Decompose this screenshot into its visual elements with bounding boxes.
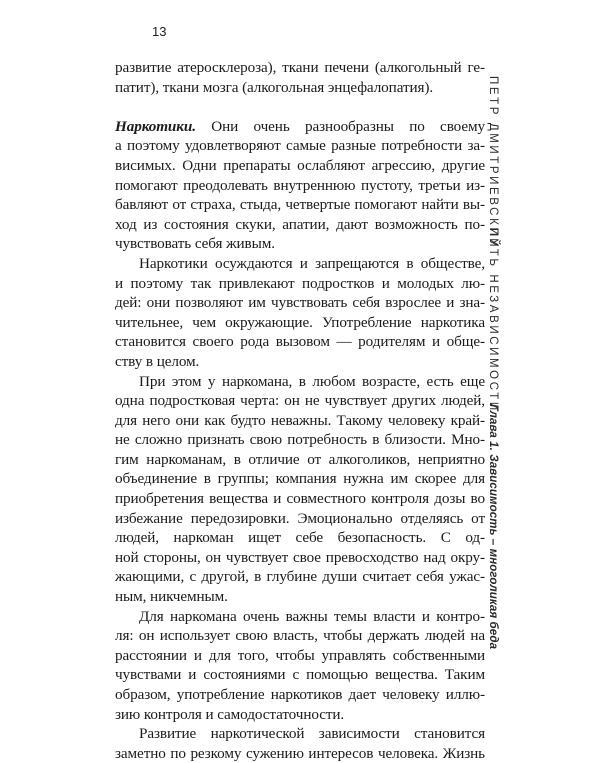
text-line: для него они как будто неважны. Такому человеку край- xyxy=(115,411,485,429)
text-line: При этом у наркомана, в любом возрасте, есть еще xyxy=(139,372,485,390)
running-header xyxy=(487,76,513,650)
text-line: помогают преодолевать внутреннюю пустоту, третьи из- xyxy=(115,176,485,194)
text-line: висимых. Одни препараты ослабляют агрессию, другие xyxy=(115,156,485,174)
section-lead-term: Наркотики. xyxy=(115,117,196,135)
text-line: ным, никчемным. xyxy=(115,588,228,606)
text-line: а поэтому удовлетворяют самые разные потребности за- xyxy=(115,137,485,155)
text-line: становится своего рода вызовом — родителям и обще- xyxy=(115,333,485,351)
text-line: дей: они позволяют им чувствовать себя взрослее и зна- xyxy=(115,294,485,312)
text-line: избежание передозировки. Эмоционально отделяясь от xyxy=(115,509,485,527)
text-line: приобретения вещества и совместного контроля дозы во xyxy=(115,490,485,508)
text-line: ной стороны, он чувствует свое превосходство над окру- xyxy=(115,548,485,566)
text-line: расстоянии и для того, чтобы управлять собственными xyxy=(115,646,485,664)
text-line: людей, наркоман ищет себе безопасность. С од- xyxy=(115,529,485,547)
text-line: не сложно признать свою потребность в близости. Мно- xyxy=(115,431,485,449)
body-text xyxy=(115,58,485,763)
text-line: гим наркоманам, в отличие от алкоголиков, неприятно xyxy=(115,450,485,468)
text-line: чувствами и состояниями с помощью вещества. Таким xyxy=(115,666,485,684)
text-line: Для наркомана очень важны темы власти и контро- xyxy=(139,607,485,625)
text-line: заметно по резкому сужению интересов человека. Жизнь xyxy=(115,744,485,762)
text-line: жающими, с другой, в глубине души считает себя ужас- xyxy=(115,568,485,586)
text-line: зию контроля и самодостаточности. xyxy=(115,705,345,723)
running-header-book-title: ПУТЬ НЕЗАВИСИМОСТИ xyxy=(487,228,499,413)
text-line xyxy=(115,117,485,137)
text-line-content: Они очень разнообразны по своему xyxy=(211,117,485,135)
text-line: ля: он использует свою власть, чтобы держать людей на xyxy=(115,627,485,645)
running-header-chapter-title: Глава 1. Зависимость – многоликая беда xyxy=(487,404,499,650)
text-line: Развитие наркотической зависимости становится xyxy=(139,725,485,743)
text-line: образом, употребление наркотиков дает человеку иллю- xyxy=(115,686,485,703)
text-line: объединение в группы; компания нужна им скорее для xyxy=(115,470,485,488)
text-line: патит), ткани мозга (алкогольная энцефалопатия). xyxy=(115,78,434,96)
text-line: развитие атеросклероза), ткани печени (алкогольный ге- xyxy=(115,59,485,76)
running-header-author: ПЕТР ДМИТРИЕВСКИЙ xyxy=(487,76,499,250)
text-line: ству в целом. xyxy=(115,352,200,370)
text-line: одна подростковая черта: он не чувствует других людей, xyxy=(115,392,485,410)
text-line: и поэтому так привлекают подростков и молодых лю- xyxy=(115,274,485,292)
text-line: чувствовать себя живым. xyxy=(115,235,275,253)
text-line: бавляют от страха, стыда, четвертые помогают найти вы- xyxy=(115,196,485,214)
text-line: чительнее, чем окружающие. Употребление наркотика xyxy=(115,313,485,331)
text-line: ход из состояния скуки, апатии, дают возможность по- xyxy=(115,215,485,233)
page-number: 13 xyxy=(152,24,167,39)
paragraph-gap xyxy=(115,97,485,117)
text-line: Наркотики осуждаются и запрещаются в обществе, xyxy=(139,254,485,272)
